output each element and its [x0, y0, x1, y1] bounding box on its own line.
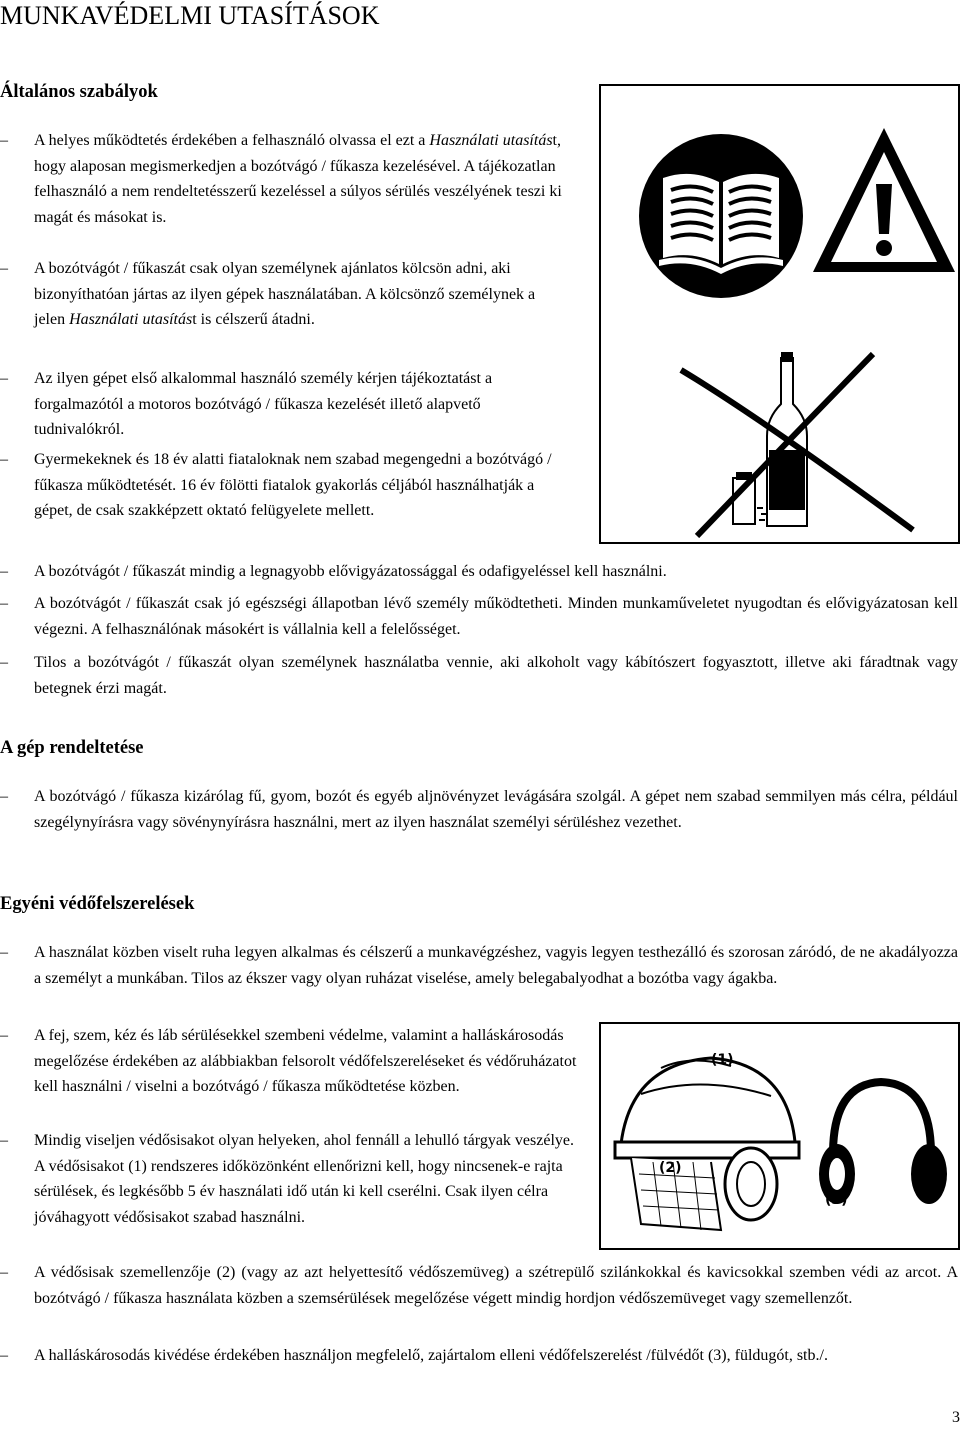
list-item: – A fej, szem, kéz és láb sérülésekkel szembeni védelme, valamint a halláskárosodás megelőzése érdekében az alábbiakban felsorolt védőfelszereléseket és védőruházatot kell használni / viselni a bozótvágó / fűkasza működtetése közben. [0, 1027, 577, 1095]
helmet-illustration-box [599, 1022, 960, 1250]
no-alcohol-icon [641, 348, 941, 538]
safety-illustration-box [599, 84, 960, 544]
list-item: – A halláskárosodás kivédése érdekében használjon megfelelő, zajártalom elleni védőfelszerelést /fülvédőt (3), füldugót, stb./. [0, 1347, 828, 1364]
warning-icon [809, 122, 959, 282]
list-item: – A védősisak szemellenzője (2) (vagy az azt helyettesítő védőszemüveg) a szétrepülő szilánkokkal és kavicsokkal szemben védi az arcot. A bozótvágó / fűkasza használata közben a szemsérülések megelőzése végett mindig hordjon védőszemüveget vagy szemellenzőt. [0, 1264, 958, 1307]
list-item: – Gyermekeknek és 18 év alatti fiataloknak nem szabad megengedni a bozótvágó / fűkasza működtetését. 16 év fölötti fiatalok gyakorlás céljából használhatják a gépet, de csak szakképzett oktató felügyelete mellett. [0, 451, 552, 519]
list-item: – A bozótvágót / fűkaszát mindig a legnagyobb elővigyázatossággal és odafigyeléssel kell használni. [0, 563, 667, 580]
figure-label-ear-protection: (3) [825, 1192, 848, 1208]
list-item: – Mindig viseljen védősisakot olyan helyeken, ahol fennáll a lehulló tárgyak veszélye. A védősisakot (1) rendszeres időközönként ellenőrizni kell, hogy nincsenek-e rajta sérülések, és legkésőbb 5 év használati idő után ki kell cserélni. Csak ilyen célra jóváhagyott védősisakot szabad használni. [0, 1132, 574, 1226]
helmet-ear-protection-icon [601, 1024, 958, 1248]
section-heading-intended-use: A gép rendeltetése [0, 738, 144, 758]
list-item: – Tilos a bozótvágót / fűkaszát olyan személynek használatba vennie, aki alkoholt vagy kábítószert fogyasztott, illetve aki fáradtnak vagy betegnek érzi magát. [0, 654, 958, 697]
page-number: 3 [952, 1409, 960, 1426]
section-heading-protective-equipment: Egyéni védőfelszerelések [0, 894, 195, 914]
list-item: – Az ilyen gépet első alkalommal használó személy kérjen tájékoztatást a forgalmazótól a motoros bozótvágó / fűkasza kezelését illető alapvető tudnivalókról. [0, 370, 493, 438]
list-item: – A bozótvágó / fűkasza kizárólag fű, gyom, bozót és egyéb aljnövényzet levágására szolgál. A gépet nem szabad semmilyen más célra, például szegélynyírásra vagy sövénynyírásra használni, mert az ilyen használat személyi sérüléshez vezethet. [0, 788, 958, 831]
figure-label-helmet: (1) [711, 1052, 734, 1068]
figure-label-visor: (2) [659, 1160, 682, 1176]
page-title: MUNKAVÉDELMI UTASÍTÁSOK [0, 1, 380, 30]
list-item: – A bozótvágót / fűkaszát csak jó egészségi állapotban lévő személy működtetheti. Minden munkaműveletet nyugodtan és elővigyázatosan kell végezni. A felhasználónak másokért is vállalnia kell a felelősséget. [0, 595, 958, 638]
list-item: – A bozótvágót / fűkaszát csak olyan személynek ajánlatos kölcsön adni, aki bizonyíthatóan jártas az ilyen gépek használatában. A kölcsönző személynek a jelen Használati utasítást is célszerű átadni. [0, 260, 536, 328]
list-item: – A helyes működtetés érdekében a felhasználó olvassa el ezt a Használati utasítást, hogy alaposan megismerkedjen a bozótvágó / fűkasza kezelésével. A tájékozatlan felhasználó a nem rendeltetésszerű kezeléssel a súlyos sérülés veszélyének teszi ki magát és másokat is. [0, 132, 562, 226]
section-heading-general: Általános szabályok [0, 82, 158, 102]
list-item: – A használat közben viselt ruha legyen alkalmas és célszerű a munkavégzéshez, vagyis legyen testhezálló és szorosan záródó, de ne akadályozza a személyt a munkában. Tilos az ékszer vagy olyan ruházat viselése, amely belegabalyodhat a bozótba vagy ágakba. [0, 944, 958, 987]
